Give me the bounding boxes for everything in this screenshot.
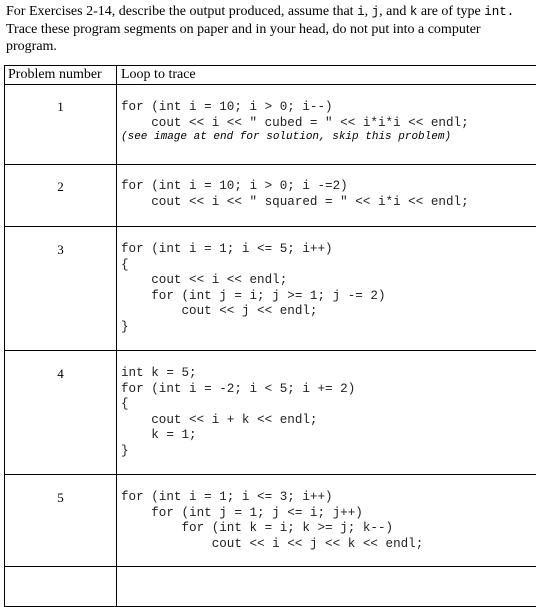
problem-number: 3 (5, 227, 117, 351)
table-row (5, 85, 536, 165)
type-int-code: int. (484, 5, 514, 19)
loop-cell (117, 227, 536, 351)
problem-number: 1 (5, 85, 117, 165)
code-block: for (int i = 1; i <= 5; i++) { cout << i << endl; for (int j = i; j >= 1; j -= 2) cout << j << endl; } (121, 242, 536, 335)
instructions-sep-2: , and (379, 4, 410, 19)
loop-cell (117, 165, 536, 227)
loop-cell (117, 475, 536, 567)
table-row (5, 227, 536, 351)
table-row (5, 475, 536, 567)
problem-number: 5 (5, 475, 117, 567)
instructions-sep-1: , (365, 4, 372, 19)
loop-cell-cut-off (117, 567, 536, 607)
loop-cell (117, 351, 536, 475)
code-block: for (int i = 1; i <= 3; i++) for (int j = 1; j <= i; j++) for (int k = i; k >= j; k--) cout << i << j << k << endl; (121, 490, 536, 552)
instructions-paragraph (6, 3, 526, 55)
exercise-table (4, 65, 536, 607)
code-block: for (int i = 10; i > 0; i -=2) cout << i << " squared = " << i*i << endl; (121, 179, 536, 210)
table-row (5, 351, 536, 475)
code-block: for (int i = 10; i > 0; i--) cout << i << " cubed = " << i*i*i << endl; (121, 100, 536, 131)
header-loop-to-trace: Loop to trace (117, 66, 536, 85)
var-j-code: j (372, 5, 380, 19)
solution-note: (see image at end for solution, skip this problem) (121, 131, 536, 143)
instructions-text-2: are of type (417, 4, 484, 19)
problem-number: 4 (5, 351, 117, 475)
table-header-row (5, 66, 536, 85)
table-row (5, 567, 536, 607)
table-row (5, 165, 536, 227)
var-k-code: k (410, 5, 418, 19)
instructions-text-1: For Exercises 2-14, describe the output produced, assume that (6, 4, 357, 19)
var-i-code: i (357, 5, 365, 19)
problem-number: 2 (5, 165, 117, 227)
loop-cell (117, 85, 536, 165)
code-block: int k = 5; for (int i = -2; i < 5; i += 2) { cout << i + k << endl; k = 1; } (121, 366, 536, 459)
instructions-text-3: Trace these program segments on paper and in your head, do not put into a computer program. (6, 22, 481, 54)
problem-number-cut-off (5, 567, 117, 607)
header-problem-number: Problem number (5, 66, 117, 85)
